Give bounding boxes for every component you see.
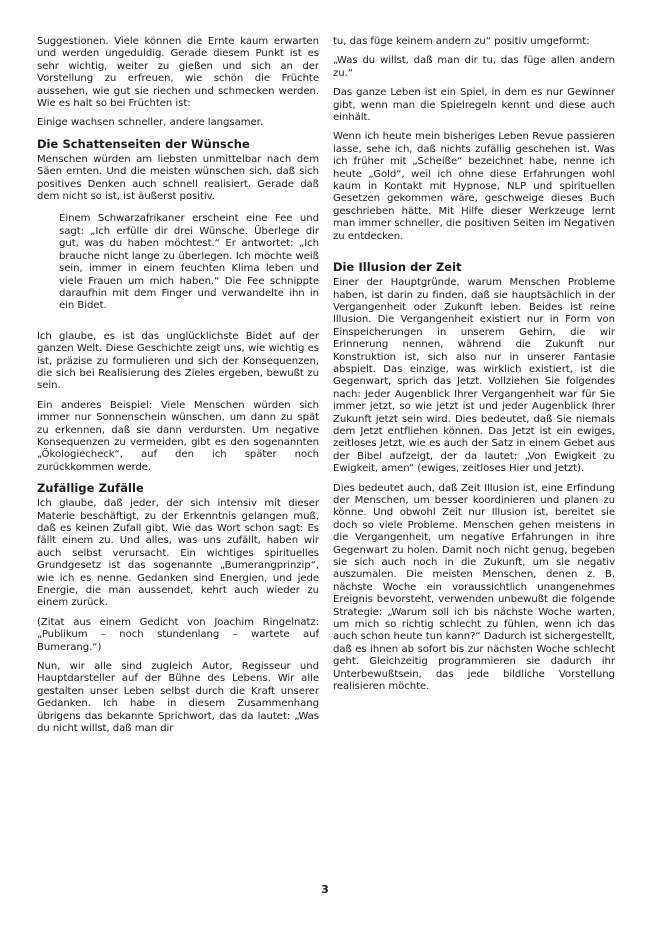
- page-number: 3: [321, 883, 329, 896]
- paragraph: Das ganze Leben ist ein Spiel, in dem es nur Gewinner gibt, wenn man die Spielregeln kennt und diese auch einhält.: [333, 87, 615, 124]
- section-heading: Die Illusion der Zeit: [333, 260, 462, 275]
- paragraph: Ich glaube, es ist das unglücklichste Bidet auf der ganzen Welt. Diese Geschichte zeigt uns, wie wichtig es ist, präzise zu formulieren und sich der Konsequenzen, die sich bei Realisierung des Zieles ergeben, bewußt zu sein.: [37, 330, 319, 392]
- paragraph: Menschen würden am liebsten unmittelbar nach dem Säen ernten. Und die meisten wünschen sich, daß sich positives Denken auch schnell realisiert. Gerade daß dem nicht so ist, ist äußerst positiv.: [37, 153, 319, 203]
- paragraph: Einer der Hauptgründe, warum Menschen Probleme haben, ist darin zu finden, daß sie hauptsächlich in der Vergangenheit oder Zukunft leben. Beides ist reine Illusion. Die Vergangenheit existiert nur in Form von Einspeicherungen in unserem Gehirn, die wir Erinnerung nennen, während die Zukunft nur Konstruktion ist, sich also nur in unserer Fantasie abspielt. Das einzige, was wirklich existiert, ist die Gegenwart, sprich das Jetzt. Vollziehen Sie folgendes nach: Jeder Augenblick Ihrer Vergangenheit war für Sie immer jetzt, so wie jetzt ist und jeder Augenblick Ihrer Zukunft jetzt sein wird. Dies bedeutet, daß Sie niemals dem Jetzt entfliehen können. Das Jetzt ist ein ewiges, zeitloses Jetzt, wie es auch der Satz in einem Gebet aus der Bibel aufzeigt, der da lautet: „Von Ewigkeit zu Ewigkeit, amen“ (ewiges, zeitloses Hier und Jetzt).: [333, 277, 615, 475]
- paragraph: Nun, wir alle sind zugleich Autor, Regisseur und Hauptdarsteller auf der Bühne des Lebens. Wir alle gestalten unser Leben selbst durch die Kraft unserer Gedanken. Ich habe in diesem Zusammenhang übrigens das bekannte Sprichwort, das da lautet: „Was du nicht willst, daß man dir: [37, 661, 319, 735]
- right-column: [333, 36, 615, 701]
- paragraph: Ich glaube, daß jeder, der sich intensiv mit dieser Materie beschäftigt, zu der Erkenntnis gelangen muß, daß es keinen Zufall gibt. Wie das Wort schon sagt: Es fällt einem zu. Und alles, was uns zufällt, haben wir auch selbst verursacht. Ein wichtiges spirituelles Grundgesetz ist das sogenannte „Bumerangprinzip“, wie ich es nenne. Gedanken sind Energien, und jede Energie, die man aussendet, kehrt auch wieder zu einem zurück.: [37, 498, 319, 609]
- paragraph: Dies bedeutet auch, daß Zeit Illusion ist, eine Erfindung der Menschen, um besser koordinieren und planen zu könne. Und obwohl Zeit nur Illusion ist, bereitet sie doch so viele Probleme. Menschen gehen meistens in die Vergangenheit, um negative Erfahrungen in ihre Gegenwart zu holen. Damit noch nicht genug, begeben sie sich auch noch in die Zukunft, um sie negativ auszumalen. Die meisten Menschen, denen z. B. nächste Woche ein voraussichtlich unangenehmes Ereignis bevorsteht, verwenden unbewußt die folgende Strategie: „Warum soll ich bis nächste Woche warten, um mich so richtig schlecht zu fühlen, wenn ich das auch schon heute tun kann?“ Dadurch ist sichergestellt, daß es ihnen ab sofort bis zur nächsten Woche schlecht geht. Gleichzeitig programmieren sie dadurch ihr Unterbewußtsein, das jede bildliche Vorstellung realisieren möchte.: [333, 482, 615, 693]
- paragraph: tu, das füge keinem andern zu“ positiv umgeformt:: [333, 36, 590, 47]
- spacer: [333, 250, 615, 256]
- section-heading: Die Schattenseiten der Wünsche: [37, 136, 250, 151]
- paragraph: „Was du willst, daß man dir tu, das füge allen andern zu.“: [333, 55, 615, 79]
- paragraph: Suggestionen. Viele können die Ernte kaum erwarten und werden ungeduldig. Gerade diesem Punkt ist es sehr wichtig, weiter zu gießen und sich an der Vorstellung zu erfreuen, wie schön die Früchte aussehen, wie gut sie riechen und schmecken werden. Wie es halt so bei Früchten ist:: [37, 36, 319, 110]
- paragraph: Ein anderes Beispiel: Viele Menschen würden sich immer nur Sonnenschein wünschen, um dann zu spät zu erkennen, daß sie dann verdursten. Um negative Konsequenzen zu vermeiden, gibt es den sogenannten „Ökologiecheck“, auf den ich später noch zurückkommen werde.: [37, 399, 319, 473]
- paragraph: (Zitat aus einem Gedicht von Joachim Ringelnatz: „Publikum – noch stundenlang – wartete auf Bumerang.“): [37, 616, 319, 653]
- section-heading: Zufällige Zufälle: [37, 481, 144, 496]
- paragraph: Einige wachsen schneller, andere langsamer.: [37, 117, 263, 129]
- block-quote: [59, 213, 319, 312]
- left-column: [37, 36, 319, 743]
- quote-text: Einem Schwarzafrikaner erscheint eine Fee und sagt: „Ich erfülle dir drei Wünsche. Überlege dir gut, was du haben möchtest.“ Er antwortet: „Ich brauche nicht lange zu überlegen. Ich möchte weiß sein, immer in einem feuchten Klima leben und viele Frauen um mich haben.“ Die Fee schnippte daraufhin mit dem Finger und verwandelte ihn in ein Bidet.: [59, 213, 319, 312]
- paragraph: Wenn ich heute mein bisheriges Leben Revue passieren lasse, sehe ich, daß nichts zufällig geschehen ist. Was ich früher mit „Scheiße“ bezeichnet habe, nenne ich heute „Gold“, weil ich ohne diese Erfahrungen wohl kaum in Kontakt mit Hypnose, NLP und spirituellen Gesetzen gekommen wäre, geschweige dieses Buch geschrieben hätte. Mit Hilfe dieser Werkzeuge lernt man immer schneller, die positiven Seiten im Negativen zu entdecken.: [333, 131, 615, 242]
